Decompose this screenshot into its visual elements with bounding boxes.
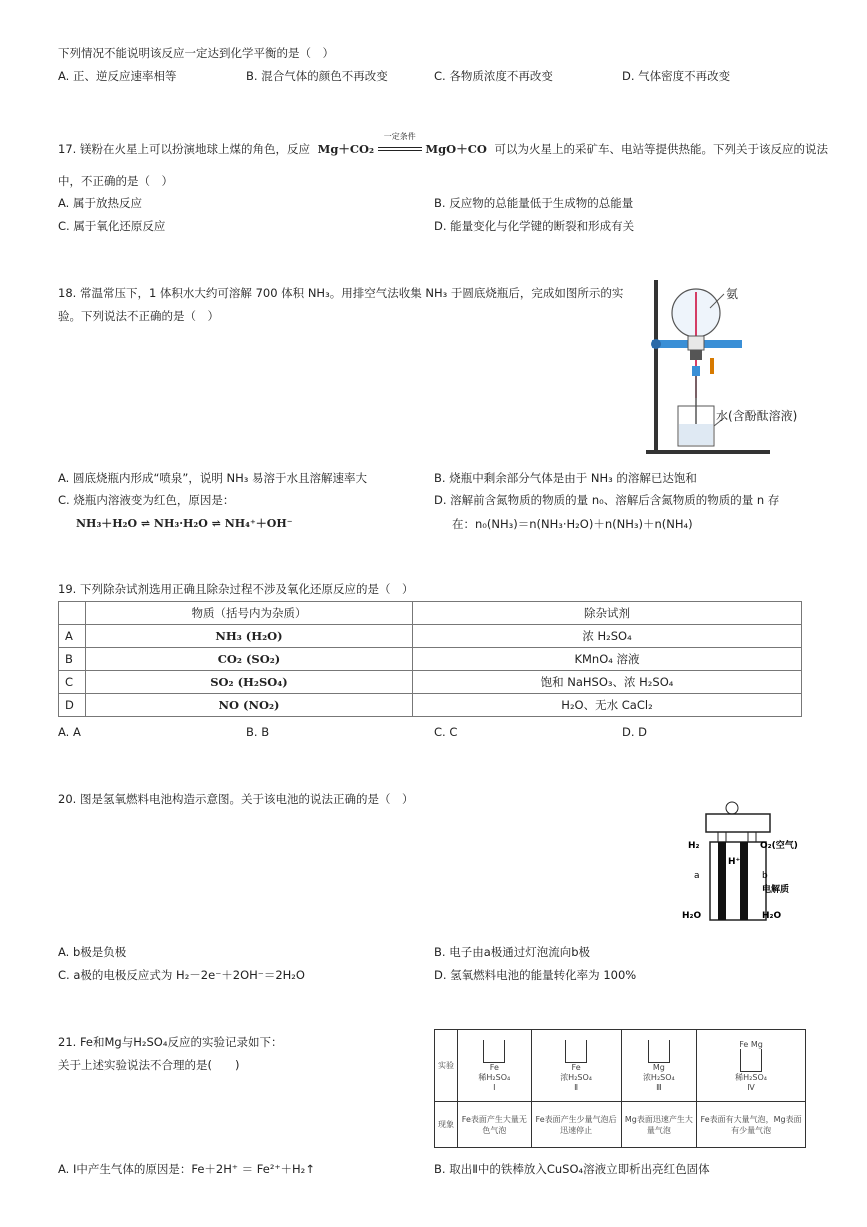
fuel-cell-figure <box>680 798 810 926</box>
electrolyte-label: 电解质 <box>762 885 790 895</box>
b-label: b <box>762 871 768 881</box>
q18-option-b[interactable]: B. 烧瓶中剩余部分气体是由于 NH₃ 的溶解已达饱和 <box>434 471 697 485</box>
stand-base <box>646 450 770 454</box>
experiment-numeral: Ⅲ <box>656 1082 662 1092</box>
electrode-b <box>740 842 748 920</box>
header-reagent: 除杂试剂 <box>413 602 802 625</box>
fountain-experiment-figure <box>640 278 815 458</box>
q19-option-a[interactable]: A. A <box>58 725 81 739</box>
table-row <box>59 648 802 671</box>
metal-label: Mg <box>652 1062 665 1072</box>
h2o-right-label: H₂O <box>762 911 782 921</box>
gas-label: 氨 <box>726 287 739 301</box>
q19-table <box>58 601 802 717</box>
row-label: A <box>59 625 86 648</box>
q20-stem: 20. 图是氢氧燃料电池构造示意图。关于该电池的说法正确的是（ ） <box>58 792 414 806</box>
experiment-numeral: Ⅱ <box>574 1082 579 1092</box>
q16-option-b[interactable]: B. 混合气体的颜色不再改变 <box>246 69 388 83</box>
header-substance: 物质（括号内为杂质） <box>86 602 413 625</box>
q20-option-b[interactable]: B. 电子由a极通过灯泡流向b极 <box>434 945 591 959</box>
table-row <box>59 671 802 694</box>
row-label: B <box>59 648 86 671</box>
row-head-observation: 现象 <box>435 1102 458 1148</box>
h2-label: H₂ <box>688 841 700 851</box>
q19-option-c[interactable]: C. C <box>434 725 458 739</box>
q16-stem: 下列情况不能说明该反应一定达到化学平衡的是（ ） <box>58 46 334 60</box>
beaker-icon <box>483 1040 505 1063</box>
row-substance: CO₂ (SO₂) <box>86 648 413 671</box>
row-substance: SO₂ (H₂SO₄) <box>86 671 413 694</box>
observation-cell: Mg表面迅速产生大量气泡 <box>621 1102 697 1148</box>
q18-option-d[interactable]: D. 溶解前含氮物质的物质的量 n₀、溶解后含氮物质的物质的量 n 存 <box>434 493 780 507</box>
experiment-cell <box>697 1030 806 1102</box>
q19-stem: 19. 下列除杂试剂选用正确且除杂过程不涉及氧化还原反应的是（ ） <box>58 582 414 596</box>
table-row <box>59 694 802 717</box>
tube-clip <box>692 366 700 376</box>
metal-label: Fe Mg <box>739 1039 763 1049</box>
q18-option-a[interactable]: A. 圆底烧瓶内形成“喷泉”，说明 NH₃ 易溶于水且溶解速率大 <box>58 471 368 485</box>
experiment-numeral: Ⅰ <box>493 1082 496 1092</box>
observation-cell: Fe表面产生大量无色气泡 <box>458 1102 532 1148</box>
observation-row <box>435 1102 806 1148</box>
experiment-numeral: Ⅳ <box>747 1082 755 1092</box>
beaker-icon <box>565 1040 587 1063</box>
table-header-row <box>59 602 802 625</box>
row-head-experiment: 实验 <box>435 1030 458 1102</box>
q17-stem-part-a: 17. 镁粉在火星上可以扮演地球上煤的角色，反应 <box>58 142 310 156</box>
q19-option-b[interactable]: B. B <box>246 725 270 739</box>
row-substance: NO (NO₂) <box>86 694 413 717</box>
q20-option-c[interactable]: C. a极的电极反应式为 H₂－2e⁻＋2OH⁻＝2H₂O <box>58 968 305 982</box>
metal-label: Fe <box>571 1062 581 1072</box>
q18-stem-line1: 18. 常温常压下，1 体积水大约可溶解 700 体积 NH₃。用排空气法收集 NH₃ 于圆底烧瓶后，完成如图所示的实 <box>58 286 624 300</box>
acid-label: 稀H₂SO₄ <box>735 1072 767 1082</box>
q18-option-c[interactable]: C. 烧瓶内溶液变为红色，原因是： <box>58 493 235 507</box>
q20-option-a[interactable]: A. b极是负极 <box>58 945 127 959</box>
stopper <box>690 350 702 360</box>
q17-option-c[interactable]: C. 属于氧化还原反应 <box>58 219 166 233</box>
q21-option-b[interactable]: B. 取出Ⅱ中的铁棒放入CuSO₄溶液立即析出亮红色固体 <box>434 1162 710 1176</box>
q16-option-c[interactable]: C. 各物质浓度不再改变 <box>434 69 553 83</box>
q16-option-d[interactable]: D. 气体密度不再改变 <box>622 69 731 83</box>
q21-stem-line1: 21. Fe和Mg与H₂SO₄反应的实验记录如下： <box>58 1035 283 1049</box>
q17-equation-left: Mg＋CO₂ <box>317 142 375 156</box>
a-label: a <box>694 871 700 881</box>
beaker-icon <box>740 1049 762 1072</box>
q21-stem-line2: 关于上述实验说法不合理的是( ) <box>58 1058 240 1072</box>
row-label: C <box>59 671 86 694</box>
h2o-left-label: H₂O <box>682 911 702 921</box>
observation-cell: Fe表面产生少量气泡后迅速停止 <box>531 1102 621 1148</box>
clamp-knob <box>651 339 661 349</box>
q17-condition-label: 一定条件 <box>383 132 416 141</box>
beaker-water <box>679 424 713 445</box>
q19-option-d[interactable]: D. D <box>622 725 648 739</box>
o2-label: O₂(空气) <box>760 841 798 851</box>
q17-equation-right: MgO＋CO <box>425 142 487 156</box>
q17-equal-sign <box>378 147 422 151</box>
electrode-a <box>718 842 726 920</box>
table-row <box>59 625 802 648</box>
row-substance: NH₃ (H₂O) <box>86 625 413 648</box>
q17-stem-part-c: 中，不正确的是（ ） <box>58 174 173 188</box>
row-reagent: H₂O、无水 CaCl₂ <box>413 694 802 717</box>
experiment-cell <box>531 1030 621 1102</box>
q18-option-c-equation: NH₃＋H₂O ⇌ NH₃·H₂O ⇌ NH₄⁺＋OH⁻ <box>76 517 293 530</box>
acid-label: 稀H₂SO₄ <box>478 1072 511 1082</box>
left-wire <box>718 832 726 842</box>
q18-option-d-equation: 在：n₀(NH₃)＝n(NH₃·H₂O)＋n(NH₃)＋n(NH₄) <box>452 517 693 531</box>
row-label: D <box>59 694 86 717</box>
q21-option-a[interactable]: A. Ⅰ中产生气体的原因是：Fe＋2H⁺ ＝ Fe²⁺＋H₂↑ <box>58 1162 315 1176</box>
water-label: 水(含酚酞溶液) <box>716 409 798 423</box>
q17-option-b[interactable]: B. 反应物的总能量低于生成物的总能量 <box>434 196 634 210</box>
right-wire <box>748 832 756 842</box>
experiment-cell <box>458 1030 532 1102</box>
row-reagent: 浓 H₂SO₄ <box>413 625 802 648</box>
bulb-icon <box>726 802 738 814</box>
q17-option-d[interactable]: D. 能量变化与化学键的断裂和形成有关 <box>434 219 635 233</box>
q17-stem <box>58 132 829 157</box>
experiment-row <box>435 1030 806 1102</box>
acid-label: 浓H₂SO₄ <box>642 1072 675 1082</box>
observation-cell: Fe表面有大量气泡，Mg表面有少量气泡 <box>697 1102 806 1148</box>
stand-rod <box>654 280 658 452</box>
beaker-icon <box>648 1040 670 1063</box>
row-reagent: KMnO₄ 溶液 <box>413 648 802 671</box>
row-reagent: 饱和 NaHSO₃、浓 H₂SO₄ <box>413 671 802 694</box>
bulb-housing <box>706 814 770 832</box>
q18-stem-line2: 验。下列说法不正确的是（ ） <box>58 309 219 323</box>
q17-option-a[interactable]: A. 属于放热反应 <box>58 196 142 210</box>
experiment-cell <box>621 1030 697 1102</box>
h-plus-label: H⁺ <box>728 857 741 867</box>
header-blank <box>59 602 86 625</box>
metal-label: Fe <box>489 1062 499 1072</box>
q17-stem-part-b: 可以为火星上的采矿车、电站等提供热能。下列关于该反应的说法 <box>494 142 829 156</box>
q17-condition-arrow <box>378 132 422 157</box>
q20-option-d[interactable]: D. 氢氧燃料电池的能量转化率为 100% <box>434 968 637 982</box>
q21-experiment-table <box>434 1029 806 1148</box>
flask-neck <box>688 336 704 350</box>
q16-option-a[interactable]: A. 正、逆反应速率相等 <box>58 69 177 83</box>
acid-label: 浓H₂SO₄ <box>560 1072 592 1082</box>
